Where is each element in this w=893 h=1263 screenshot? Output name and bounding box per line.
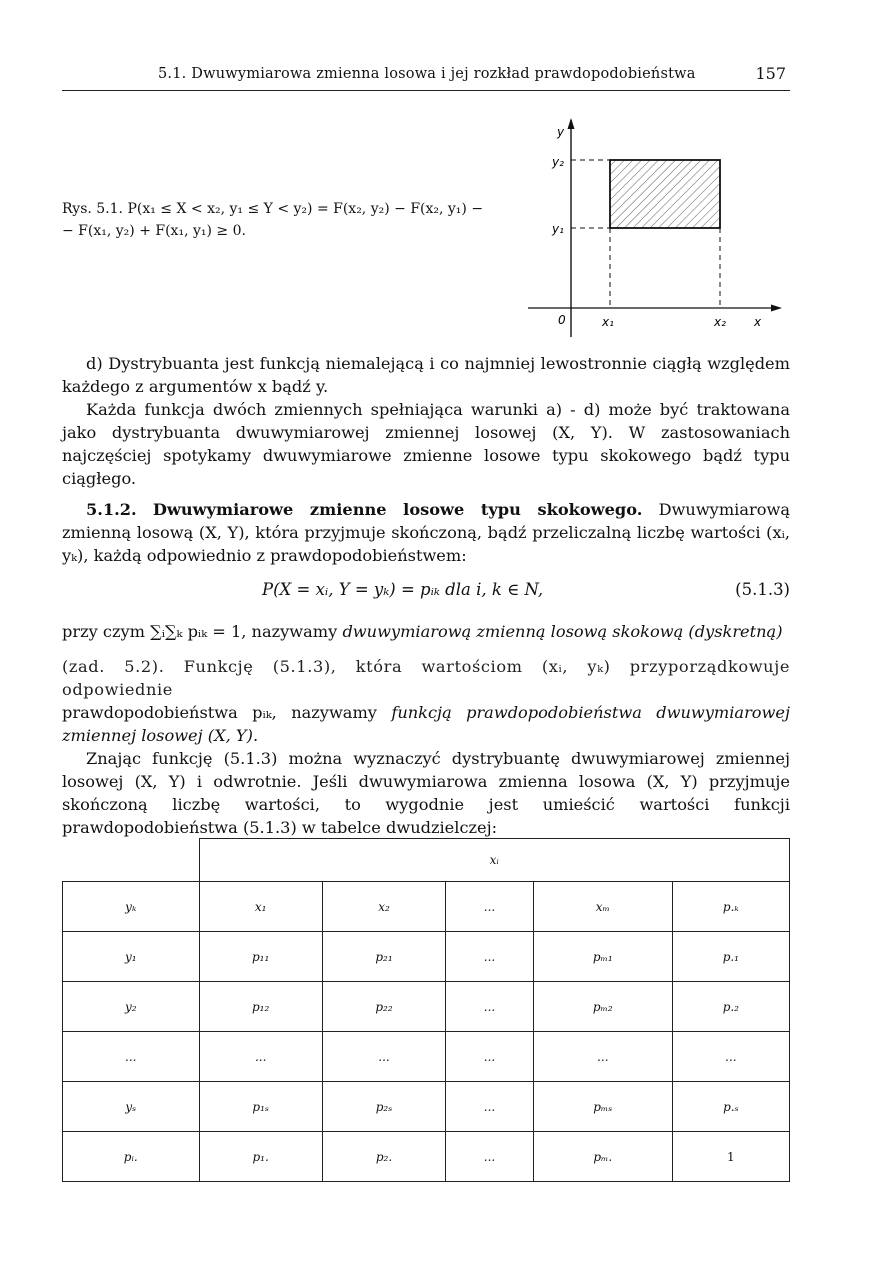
running-header bbox=[62, 62, 790, 91]
paragraph-any-function: Każda funkcja dwóch zmiennych spełniająca warunki a) - d) może być traktowana jako dystrybuanta dwuwymiarowej zmiennej losowej (X, Y). W zastosowaniach najczęściej spotykamy dwuwymiarowe zmienne losowe typu skokowego bądź typu ciągłego. bbox=[62, 400, 790, 488]
table-cell: pₘₛ bbox=[533, 1082, 672, 1132]
prob-start: prawdopodobieństwa pᵢₖ, nazywamy bbox=[62, 703, 392, 722]
przy-czym-term: dwuwymiarową zmienną losową skokową (dyskretną) bbox=[342, 622, 783, 641]
table-header-row bbox=[63, 882, 790, 932]
table-cell: p₁₂ bbox=[199, 982, 322, 1032]
table-cell: ... bbox=[446, 1032, 534, 1082]
formula-5-1-3 bbox=[62, 580, 790, 606]
table-cell: p₂₁ bbox=[322, 932, 445, 982]
paragraph-glitch-line: (zad. 5.2). Funkcję (5.1.3), która wartościom (xᵢ, yₖ) przyporządkowuje odpowiednie bbox=[62, 657, 790, 699]
x1-label: x₁ bbox=[602, 315, 614, 329]
top-header-xi: xᵢ bbox=[199, 839, 790, 882]
table-row bbox=[63, 1032, 790, 1082]
figure-caption bbox=[62, 198, 522, 242]
table-cell: yₛ bbox=[63, 1082, 200, 1132]
section-5-1-2 bbox=[62, 498, 790, 567]
page-number: 157 bbox=[755, 64, 786, 83]
formula-text: P(X = xᵢ, Y = yₖ) = pᵢₖ dla i, k ∈ N, bbox=[262, 580, 544, 599]
caption-line-2: − F(x₁, y₂) + F(x₁, y₁) ≥ 0. bbox=[62, 223, 246, 239]
table-cell: p₂. bbox=[322, 1132, 445, 1182]
table-cell: x₂ bbox=[322, 882, 445, 932]
table-cell: ... bbox=[446, 1132, 534, 1182]
table-row bbox=[63, 1082, 790, 1132]
paragraph-block-1 bbox=[62, 352, 790, 490]
x-axis-label: x bbox=[754, 315, 762, 329]
paragraph-knowing: Znając funkcję (5.1.3) można wyznaczyć dystrybuantę dwuwymiarowej zmiennej losowej (X, Y) i odwrotnie. Jeśli dwuwymiarowa zmienna losowa (X, Y) przyjmuje skończoną liczbę wartości, to wygodnie jest umieścić wartości funkcji prawdopodobieństwa (5.1.3) w tabelce dwudzielczej: bbox=[62, 749, 790, 837]
formula-number: (5.1.3) bbox=[735, 580, 790, 599]
caption-line-1: Rys. 5.1. P(x₁ ≤ X < x₂, y₁ ≤ Y < y₂) = F(x₂, y₂) − F(x₂, y₁) − bbox=[62, 201, 484, 217]
section-number: 5.1.2. bbox=[86, 500, 137, 519]
origin-label: 0 bbox=[558, 313, 566, 327]
table-cell: pₘ. bbox=[533, 1132, 672, 1182]
paragraph-block-2 bbox=[62, 620, 790, 839]
y-axis-arrow bbox=[568, 118, 575, 129]
x2-label: x₂ bbox=[714, 315, 726, 329]
table-cell: ... bbox=[322, 1032, 445, 1082]
section-title: Dwuwymiarowe zmienne losowe typu skokowego. bbox=[152, 500, 643, 519]
table-row bbox=[63, 932, 790, 982]
y1-label: y₁ bbox=[552, 222, 564, 236]
section-body: Dwuwymiarową zmienną losową (X, Y), która przyjmuje skończoną, bądź przeliczalną liczbę wartości (xᵢ, yₖ), każdą odpowiednio z prawdopodobieństwem: bbox=[62, 500, 790, 565]
table-cell: p.ₖ bbox=[672, 882, 789, 932]
table-cell: p.₂ bbox=[672, 982, 789, 1032]
prob-term: funkcją prawdopodobieństwa dwuwymiarowej zmiennej losowej (X, Y). bbox=[62, 703, 791, 745]
table-cell: y₂ bbox=[63, 982, 200, 1032]
table-cell: p₁ₛ bbox=[199, 1082, 322, 1132]
two-way-table-wrapper bbox=[62, 838, 790, 1182]
table-cell: ... bbox=[446, 982, 534, 1032]
y2-label: y₂ bbox=[552, 155, 564, 169]
table-cell: y₁ bbox=[63, 932, 200, 982]
two-way-table bbox=[62, 838, 790, 1182]
table-cell: p₁₁ bbox=[199, 932, 322, 982]
table-cell: 1 bbox=[672, 1132, 789, 1182]
table-cell: ... bbox=[672, 1032, 789, 1082]
table-cell: ... bbox=[533, 1032, 672, 1082]
paragraph-prob-function bbox=[62, 701, 790, 747]
table-cell: xₘ bbox=[533, 882, 672, 932]
table-cell: ... bbox=[446, 882, 534, 932]
hatched-region bbox=[610, 160, 720, 228]
table-cell: p.₁ bbox=[672, 932, 789, 982]
running-title: 5.1. Dwuwymiarowa zmienna losowa i jej rozkład prawdopodobieństwa bbox=[158, 66, 696, 82]
paragraph-condition-d: d) Dystrybuanta jest funkcją niemalejącą i co najmniej lewostronnie ciągłą względem każdego z argumentów x bądź y. bbox=[62, 354, 790, 396]
table-cell: yₖ bbox=[63, 882, 200, 932]
table-row bbox=[63, 1132, 790, 1182]
table-cell: p₂ₛ bbox=[322, 1082, 445, 1132]
y-axis-label: y bbox=[557, 125, 565, 139]
table-cell: p₂₂ bbox=[322, 982, 445, 1032]
table-cell: ... bbox=[446, 932, 534, 982]
table-cell: x₁ bbox=[199, 882, 322, 932]
przy-czym-start: przy czym ∑ᵢ∑ₖ pᵢₖ = 1, nazywamy bbox=[62, 622, 343, 641]
table-cell: pₘ₁ bbox=[533, 932, 672, 982]
section-paragraph bbox=[62, 498, 790, 567]
paragraph-przy-czym bbox=[62, 620, 790, 643]
table-cell: p₁. bbox=[199, 1132, 322, 1182]
table-cell: pₘ₂ bbox=[533, 982, 672, 1032]
x-axis-arrow bbox=[771, 305, 782, 312]
table-cell: ... bbox=[199, 1032, 322, 1082]
table-cell: ... bbox=[446, 1082, 534, 1132]
table-cell: p.ₛ bbox=[672, 1082, 789, 1132]
table-cell: ... bbox=[63, 1032, 200, 1082]
table-row bbox=[63, 982, 790, 1032]
table-cell: pᵢ. bbox=[63, 1132, 200, 1182]
figure-5-1-diagram bbox=[528, 112, 798, 342]
